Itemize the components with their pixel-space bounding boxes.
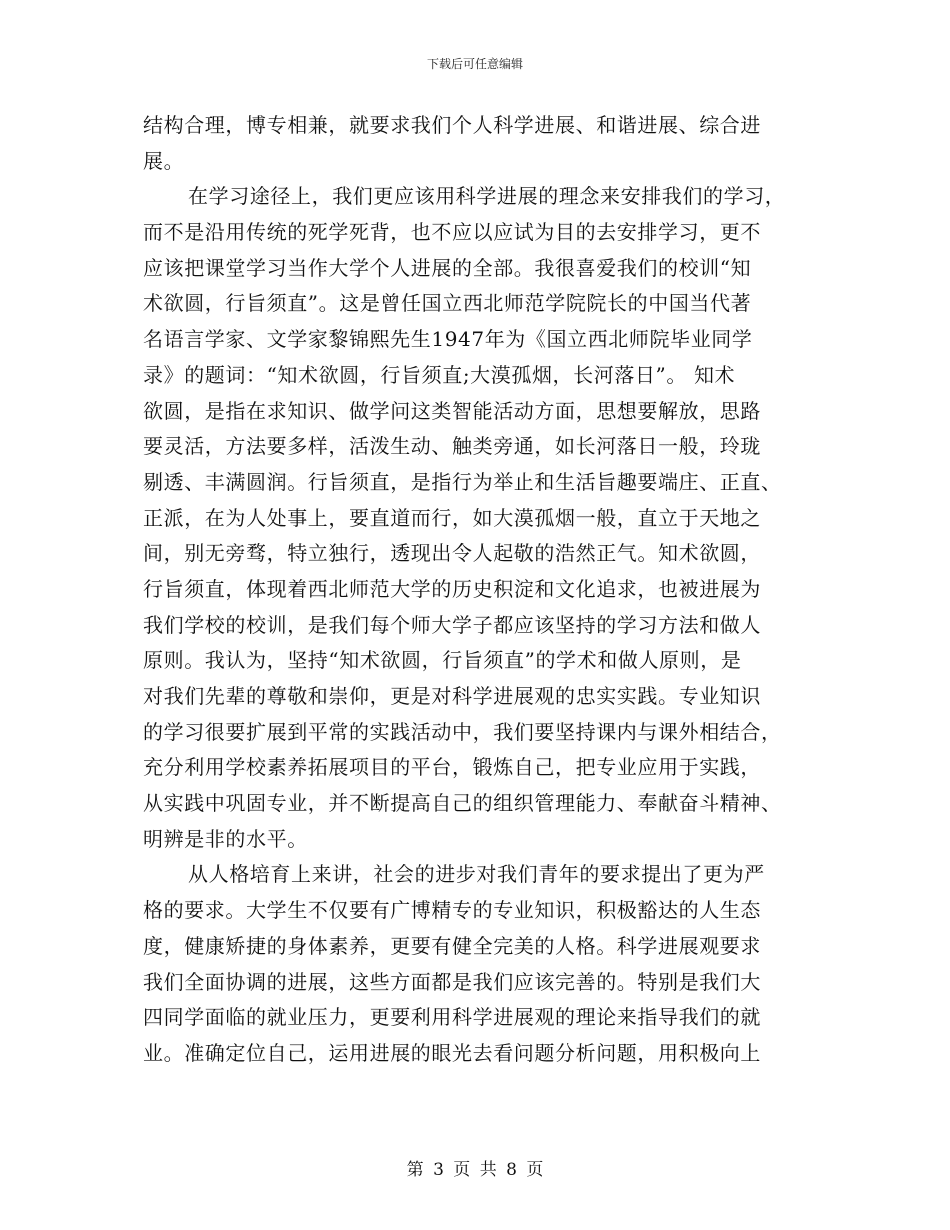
text-line: 间，别无旁骛，特立独行，透现出令人起敬的浩然正气。知术欲圆，: [143, 541, 761, 566]
text-line: 欲圆，是指在求知识、做学问这类智能活动方面，思想要解放，思路: [143, 398, 761, 423]
text-line: 格的要求。大学生不仅要有广博精专的专业知识，积极豁达的人生态: [143, 898, 761, 923]
text-line: 的学习很要扩展到平常的实践活动中，我们要坚持课内与课外相结合，: [143, 719, 782, 744]
text-line: 从实践中巩固专业，并不断提高自己的组织管理能力、奉献奋斗精神、: [143, 791, 782, 816]
text-line: 对我们先辈的尊敬和崇仰，更是对科学进展观的忠实实践。专业知识: [143, 684, 761, 708]
text-line: 四同学面临的就业压力，更要利用科学进展观的理论来指导我们的就: [143, 1005, 761, 1030]
paragraph-first-line: 从人格培育上来讲，社会的进步对我们青年的要求提出了更为严: [188, 862, 765, 887]
text-line: 展。: [143, 148, 185, 173]
paragraph-first-line: 在学习途径上，我们更应该用科学进展的理念来安排我们的学习，: [188, 184, 786, 209]
text-line: 充分利用学校素养拓展项目的平台，锻炼自己，把专业应用于实践，: [143, 755, 761, 780]
text-line: 原则。我认为，坚持“知术欲圆，行旨须直”的学术和做人原则，是: [143, 648, 742, 673]
text-line: 应该把课堂学习当作大学个人进展的全部。我很喜爱我们的校训“知: [143, 255, 752, 280]
text-line: 名语言学家、文学家黎锦熙先生1947年为《国立西北师院毕业同学: [143, 327, 753, 352]
text-line: 业。准确定位自己，运用进展的眼光去看问题分析问题，用积极向上: [143, 1040, 761, 1065]
text-line: 剔透、丰满圆润。行旨须直，是指行为举止和生活旨趣要端庄、正直、: [143, 469, 782, 494]
text-line: 明辨是非的水平。: [143, 826, 308, 851]
text-line: 我们全面协调的进展，这些方面都是我们应该完善的。特别是我们大: [143, 969, 761, 994]
text-line: 而不是沿用传统的死学死背，也不应以应试为目的去安排学习，更不: [143, 220, 761, 245]
page-header: 下载后可任意编辑: [426, 57, 523, 71]
text-line: 我们学校的校训，是我们每个师大学子都应该坚持的学习方法和做人: [143, 612, 761, 637]
document-body: [143, 108, 813, 1072]
text-line: 要灵活，方法要多样，活泼生动、触类旁通，如长河落日一般，玲珑: [143, 434, 761, 459]
text-line: 正派，在为人处事上，要直道而行，如大漠孤烟一般，直立于天地之: [143, 505, 761, 530]
text-line: 结构合理，博专相兼，就要求我们个人科学进展、和谐进展、综合进: [143, 113, 761, 137]
text-line: 行旨须直，体现着西北师范大学的历史积淀和文化追求，也被进展为: [143, 576, 761, 601]
page-footer: 第 3 页 共 8 页: [406, 1160, 544, 1180]
text-line: 度，健康矫捷的身体素养，更要有健全完美的人格。科学进展观要求: [143, 933, 761, 958]
text-line: 录》的题词：“知术欲圆，行旨须直;大漠孤烟，长河落日”。 知术: [143, 362, 736, 387]
text-line: 术欲圆，行旨须直”。这是曾任国立西北师范学院院长的中国当代著: [143, 291, 752, 316]
